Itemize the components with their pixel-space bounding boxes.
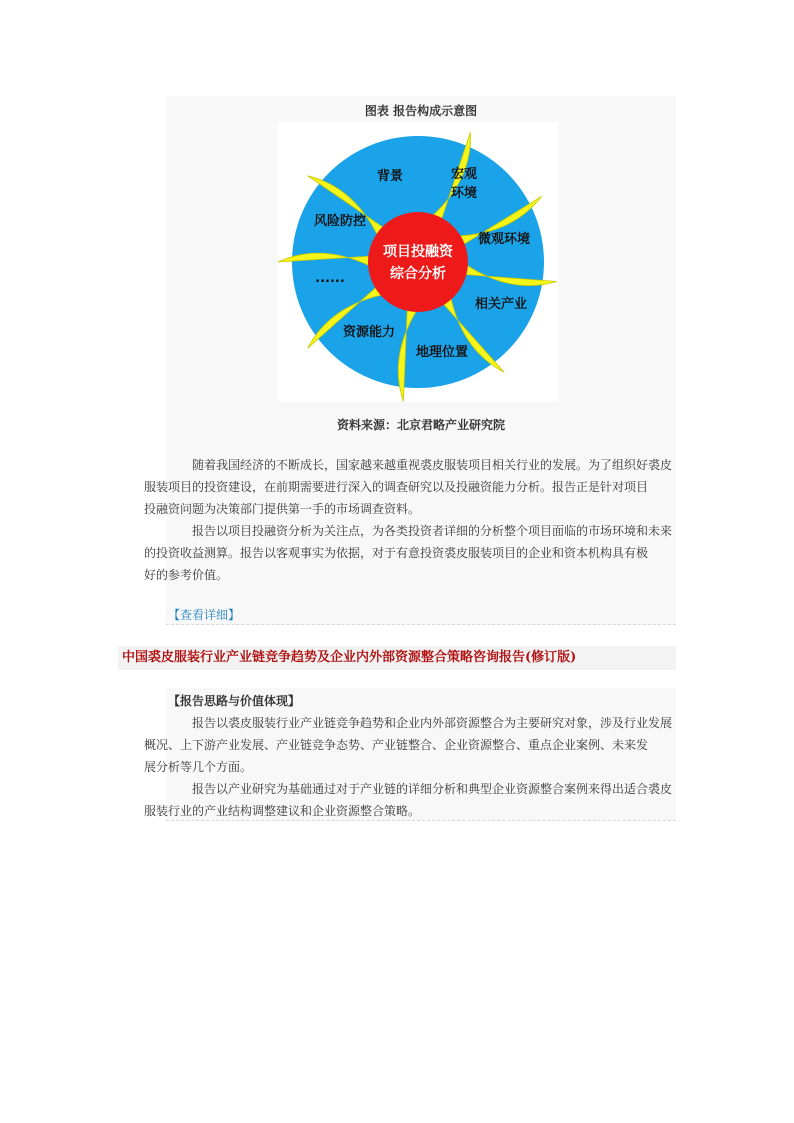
report-paragraph-1	[144, 712, 674, 778]
segment-label-ellipsis: ......	[315, 271, 345, 286]
segment-label-resources: 资源能力	[342, 325, 396, 340]
intro-p1-line-3: 投融资问题为决策部门提供第一手的市场调查资料。	[144, 502, 421, 516]
center-label-line-2: 综合分析	[390, 266, 446, 282]
intro-p1-line-1: 随着我国经济的不断成长，国家越来越重视裘皮服装项目相关行业的发展。为了组织好裘皮	[192, 458, 673, 472]
intro-paragraph-2	[144, 520, 674, 586]
figure-source: 资料来源：北京君略产业研究院	[336, 418, 505, 432]
center-circle	[368, 212, 468, 312]
figure-title: 图表 报告构成示意图	[364, 104, 478, 118]
report-summary-panel	[144, 688, 676, 821]
segment-label-location: 地理位置	[415, 345, 469, 360]
segment-label-macro-line-1: 宏观	[450, 167, 478, 182]
intro-p2-line-1: 报告以项目投融资分析为关注点，为各类投资者详细的分析整个项目面临的市场环境和未来	[192, 524, 673, 538]
report-structure-diagram	[278, 122, 558, 402]
diagram-svg	[278, 122, 558, 402]
segment-label-related: 相关产业	[474, 297, 528, 312]
report-title[interactable]: 中国裘皮服装行业产业链竞争趋势及企业内外部资源整合策略咨询报告(修订版)	[122, 650, 577, 665]
segment-label-risk: 风险防控	[313, 214, 367, 229]
report-p1-line-3: 展分析等几个方面。	[144, 760, 253, 774]
intro-p2-line-3: 好的参考价值。	[144, 568, 229, 582]
report-title-bar	[118, 646, 676, 670]
center-label-line-1: 项目投融资	[383, 244, 453, 260]
report-p1-line-2: 概况、上下游产业发展、产业链竞争态势、产业链整合、企业资源整合、重点企业案例、未来发	[144, 738, 649, 752]
intro-p1-line-2: 服装项目的投资建设，在前期需要进行深入的调查研究以及投融资能力分析。报告正是针对项目	[144, 480, 649, 494]
report-p1-line-1: 报告以裘皮服装行业产业链竞争趋势和企业内外部资源整合为主要研究对象，涉及行业发展	[192, 716, 673, 730]
segment-label-background: 背景	[376, 169, 404, 184]
view-details-link[interactable]: 【查看详细】	[168, 608, 241, 622]
section-heading: 【报告思路与价值体现】	[168, 694, 301, 708]
intro-panel	[144, 96, 676, 625]
report-paragraph-2	[144, 778, 674, 822]
report-p2-line-2: 服装行业的产业结构调整建议和企业资源整合策略。	[144, 804, 421, 818]
segment-label-macro-line-2: 环境	[450, 186, 478, 201]
intro-paragraph-1	[144, 454, 674, 520]
segment-label-micro: 微观环境	[477, 232, 531, 247]
report-p2-line-1: 报告以产业研究为基础通过对于产业链的详细分析和典型企业资源整合案例来得出适合裘皮	[192, 782, 673, 796]
intro-p2-line-2: 的投资收益测算。报告以客观事实为依据，对于有意投资裘皮服装项目的企业和资本机构具有极	[144, 546, 649, 560]
